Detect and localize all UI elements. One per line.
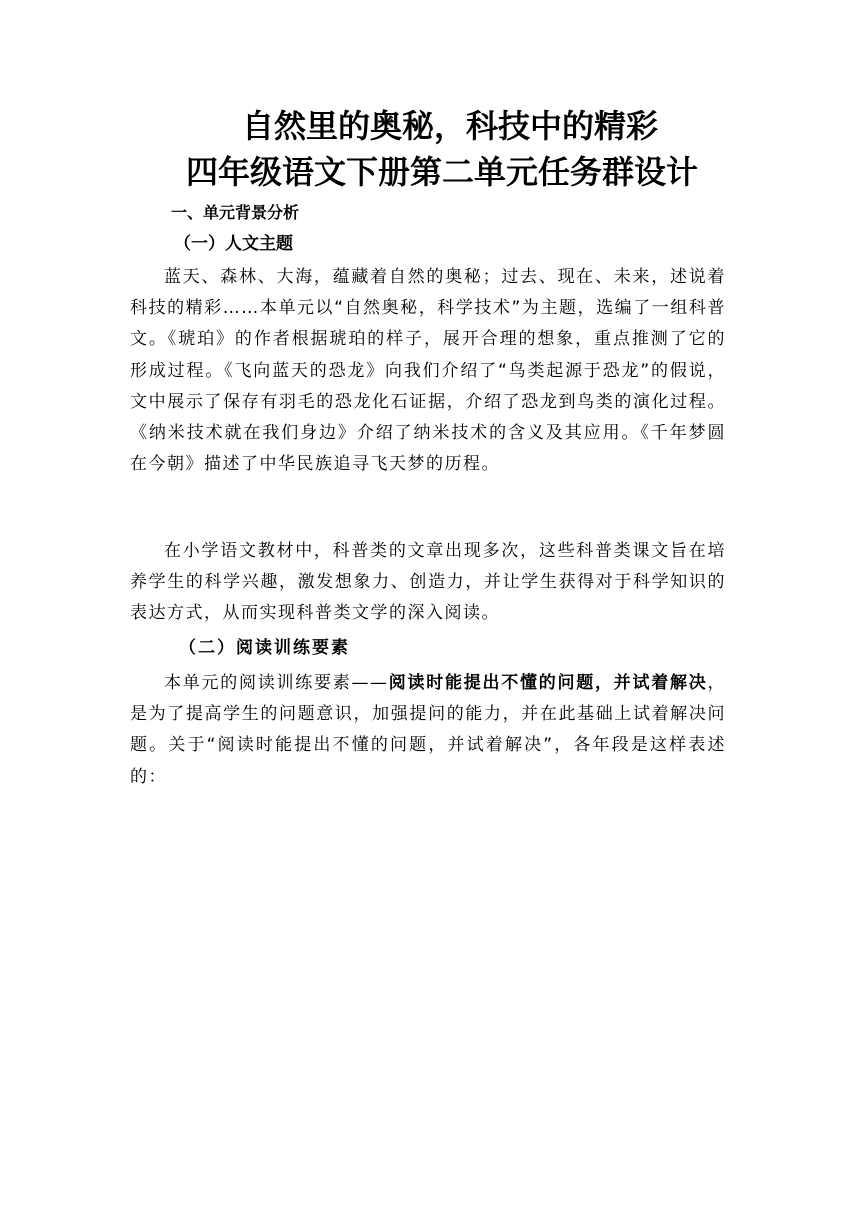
subsection-heading-humanistic-theme: （一）人文主题	[174, 234, 293, 254]
paragraph-reading-elements-emphasis: 阅读时能提出不懂的问题，并试着解决	[388, 673, 708, 693]
document-title-line1: 自然里的奥秘，科技中的精彩	[241, 107, 658, 145]
paragraph-science-texts: 在小学语文教材中，科普类的文章出现多次，这些科普类课文旨在培养学生的科学兴趣，激发想象力、创造力，并让学生获得对于科学知识的表达方式，从而实现科普类文学的深入阅读。	[130, 541, 726, 624]
document-title-line2: 四年级语文下册第二单元任务群设计	[185, 153, 698, 191]
subsection-heading-reading-elements: （二）阅读训练要素	[179, 638, 350, 658]
paragraph-reading-elements	[130, 668, 726, 793]
section-heading-background-analysis: 一、单元背景分析	[171, 203, 300, 222]
paragraph-reading-elements-intro: 本单元的阅读训练要素——	[164, 673, 389, 693]
paragraph-humanistic-theme: 蓝天、森林、大海，蕴藏着自然的奥秘；过去、现在、未来，述说着科技的精彩……本单元以“自然奥秘，科学技术”为主题，选编了一组科普文。《琥珀》的作者根据琥珀的样子，展开合理的想象，重点推测了它的形成过程。《飞向蓝天的恐龙》向我们介绍了“鸟类起源于恐龙”的假说，文中展示了保存有羽毛的恐龙化石证据，介绍了恐龙到鸟类的演化过程。《纳米技术就在我们身边》介绍了纳米技术的含义及其应用。《千年梦圆在今朝》描述了中华民族追寻飞天梦的历程。	[130, 267, 726, 475]
paragraph-reading-elements-rest: ，是为了提高学生的问题意识，加强提问的能力，并在此基础上试着解决问题。关于“阅读时能提出不懂的问题，并试着解决”，各年段是这样表述的：	[130, 673, 726, 787]
